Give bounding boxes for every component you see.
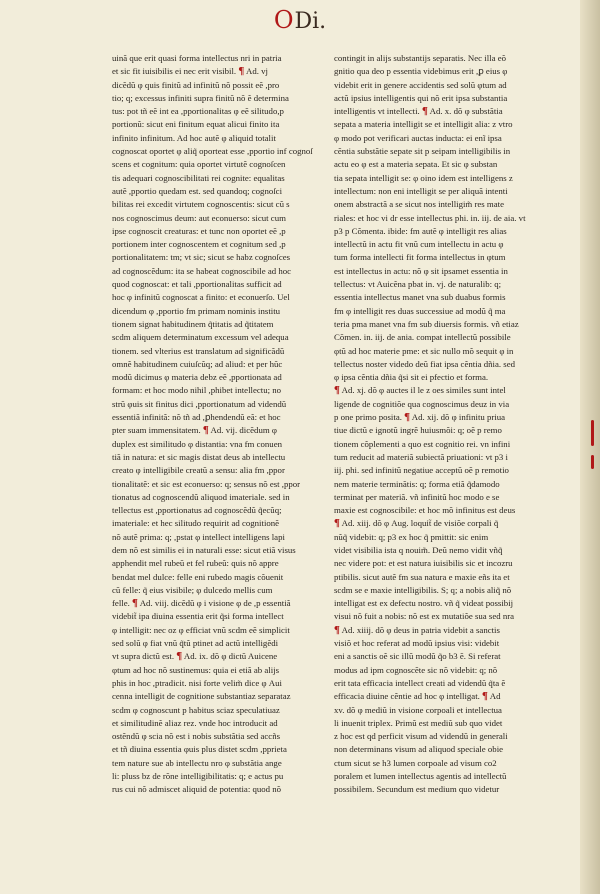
text-line: intellectum: non eni intelligit se per aliquã intenti: [334, 185, 508, 196]
text-line: felle. ¶ Ad. viij. dicẽdũ φ i visione φ de ,p essentiã: [112, 597, 291, 610]
running-head: [0, 6, 600, 34]
text-line: autẽ ,pportio quedam est. sed quandoq; cognoſci: [112, 185, 283, 196]
right-text-column: [334, 52, 556, 797]
red-paragraph-mark: ¶: [482, 690, 488, 703]
text-line: scdm aliquem determinatum excessum vel adequa: [112, 332, 289, 343]
text-line: uinã que erit quasi forma intellectus nri in patria: [112, 53, 282, 63]
red-paragraph-mark: ¶: [334, 384, 340, 397]
text-line: rus cui nõ admiscet aliquid de potentia: quod nõ: [112, 784, 282, 795]
text-line: tem nature sue ab intellectu nro φ substãtia ange: [112, 757, 282, 768]
text-line: formam: et hoc modo nihil ,phibet intellectu; no: [112, 385, 282, 396]
text-line: contingit in alijs substantijs separatis. Nec illa eõ: [334, 53, 506, 63]
text-line: tellectus noster videdo deũ fiat ipsa cẽntia dñia. sed: [334, 358, 516, 369]
text-line: intelligat est ex defectu nostro. vñ q̃ videat possibij: [334, 598, 514, 609]
text-line: creato φ intelligibile creatũ a sensu: alia fm ,ppor: [112, 465, 285, 476]
text-line: tionem signat habitudinem q̃titatis ad q̃titatem: [112, 318, 274, 329]
text-line: intellectũ in actu fit vnũ cum intellectu in actu φ: [334, 239, 504, 250]
text-line: ligende de cognitiõe qua cognoscimus deuz in via: [334, 398, 510, 409]
text-line: bilitas rei excedit virtutem cognoscentis: sicut cũ s: [112, 199, 290, 210]
text-line: tiue dictũ e ignotũ ingrẽ huiusmõi: q; oẽ p remo: [334, 425, 502, 436]
running-head-initial: O: [273, 6, 294, 34]
text-line: φtum ad hoc nõ sustinemus: quia ei etiã ab alijs: [112, 664, 280, 675]
text-line: omnẽ habitudinem cuiuſcũq; ad aliud: et per hũc: [112, 358, 283, 369]
text-line: phis in hoc ,ptradicit. nisi forte velim̃ dice φ Aui: [112, 677, 282, 688]
text-line: ¶ Ad. xj. dõ φ auctes il le z oes similes sunt intel: [334, 384, 506, 397]
text-line: ptibilis. sicut autẽ fm sua natura e maxie eñs ita et: [334, 571, 510, 582]
text-line: infinito infinitum. Ad hoc autẽ φ aliquid totalit: [112, 132, 276, 143]
text-line: portionalitatem: tm; vt sic; sicut se habz cognoſces: [112, 252, 291, 263]
text-line: essentia intellectus manet vna sub duabus formis: [334, 292, 506, 303]
text-line: scdm φ cognoscunt p habitus sciaz speculatiuaz: [112, 704, 280, 715]
text-line: nos cognoscimus deum: aut econuerso: sicut cum: [112, 212, 286, 223]
text-line: scens et cognitum: quia oportet virtutẽ cognoſcen: [112, 159, 286, 170]
text-line: est intellectus in actu: nõ φ sit ipsamet essentia in: [334, 265, 508, 276]
text-line: strũ φuis sit finitus dici ,pportionatum ad videndũ: [112, 398, 287, 409]
text-line: φ intelligit: nec oz φ efficiat vnũ scdm eẽ simplicit: [112, 624, 290, 635]
text-line: vt supra dictũ est. ¶ Ad. ix. dõ φ dictũ Auicene: [112, 650, 278, 663]
text-line: visiõ et hoc referat ad modũ ipsius visi: videbit: [334, 638, 500, 649]
text-line: ctum sicut se h3 lumen corpoale ad visum co2: [334, 757, 497, 768]
text-line: ¶ Ad. xiij. dõ φ Aug. loquit̃ de visiõe corpali q̃: [334, 517, 499, 530]
text-line: riales: et hoc vi dr esse intellectus phi. in. iij. de aia. vt: [334, 212, 526, 223]
text-line: xv. dõ φ mediũ in visione corpoali et intellectua: [334, 704, 502, 715]
text-line: li inuenit triplex. Primũ est mediũ sub quo videt: [334, 717, 503, 728]
text-line: cenna intelligit de cognitione substantiaz separataz: [112, 691, 291, 702]
text-line: tellectus est ,pportionatus ad cognoscẽdũ q̃ecũq;: [112, 505, 282, 516]
text-line: modũ dicimus φ materia debz eẽ ,pportionata ad: [112, 372, 282, 383]
text-line: tio; q; excessus infiniti supra finitũ nõ ẽ determina: [112, 92, 289, 103]
text-line: dem nõ est similis ei in naturali esse: sicut etiã visus: [112, 544, 296, 555]
text-line: tis adequari cognoscibilitati rei cognite: equalitas: [112, 172, 285, 183]
text-line: φtũ ad hoc materie pme: et sic nullo mõ sequit φ in: [334, 345, 514, 356]
text-line: et tñ diuina essentia φuis plus distet scdm ,pprieta: [112, 744, 287, 755]
text-line: iij. phi. sed infinitũ negatiue acceptũ oẽ p remotio: [334, 465, 509, 476]
red-paragraph-mark: ¶: [404, 411, 411, 424]
page-edge: [580, 0, 600, 894]
text-line: et similitudinẽ aliaz rez. vnde hoc introducit ad: [112, 717, 278, 728]
text-line: videbit̃ ipa diuina essentia erit q̃si forma intellect: [112, 611, 284, 622]
text-line: tionatus ad cognoscendũ aliquod imateriale. sed in: [112, 491, 290, 502]
text-line: pter suam immensitatem. ¶ Ad. vij. dicẽdum φ: [112, 424, 277, 437]
text-line: quod cognoscat: et tali ,pportionalitas sufficit ad: [112, 279, 282, 290]
text-line: φ ipsa cẽntia dñia q̃si sit ei pfectio et forma.: [334, 372, 489, 383]
text-line: possibilem. Secundum est medium quo videtur: [334, 784, 500, 795]
text-line: actu eo φ est a materia sepata. Et sic φ substan: [334, 159, 498, 170]
text-line: φ modo pot verificari auctas inducta: ei enĩ ipsa: [334, 132, 502, 143]
red-margin-mark: [591, 455, 594, 469]
text-line: nũq̃ videbit: q; p3 ex hoc q̃ pmittit: sic enim: [334, 531, 489, 542]
text-line: sepata a materia intelligit se et intelligit alia: z vtro: [334, 119, 513, 130]
text-line: nõ autẽ prima: q; ,pstat φ intellect intelligens lapi: [112, 531, 285, 542]
text-line: cognoscat oportet φ aliq̃ oporteat esse ,pportio inf cognoſ: [112, 146, 313, 157]
text-line: portionem inter cognoscentem et cognitum sed ,p: [112, 239, 286, 250]
red-paragraph-mark: ¶: [132, 597, 138, 610]
red-paragraph-mark: ¶: [334, 623, 340, 636]
text-line: Cõmen. in. iij. de ania. compat intellectũ possibile: [334, 332, 511, 343]
text-line: essentiã infinitã: nõ tñ ad ,ꝑhendendũ eã: et hoc: [112, 412, 281, 423]
text-line: fm φ intelligit res duas successiue ad modũ q̃ ma: [334, 305, 506, 316]
text-line: tia sepata intelligit se: φ oino idem est intelligens z: [334, 172, 513, 183]
text-line: ipse cognoscit creaturas: et tunc non oportet eẽ ,p: [112, 225, 286, 236]
text-line: et sic fit iuisibilis ei nec erit visibil. ¶ Ad. vj: [112, 65, 268, 78]
text-line: dicẽdũ φ quis finitũ ad infinitũ nõ possit eẽ ,pro: [112, 79, 280, 90]
text-line: bendat mel dulce: felle eni rubedo magis cõuenit: [112, 571, 284, 582]
text-line: dicendum φ ,pportio fm primam nominis institu: [112, 305, 281, 316]
text-line: onem abstractã a se sicut nos intelligim̃ res mate: [334, 199, 505, 210]
red-paragraph-mark: ¶: [238, 65, 245, 78]
text-line: z hoc est qd perficit visum ad videndũ in generali: [334, 731, 508, 742]
text-line: cũ felle: q̃ eius visibile; φ dulcedo mellis cum: [112, 584, 273, 595]
running-head-text: Di.: [294, 9, 327, 34]
text-line: tionem. sed vlterius est translatum ad significãdũ: [112, 345, 285, 356]
text-line: actũ ipsius intelligentis qui nõ erit ipsa substantia: [334, 92, 508, 103]
text-line: ad cognoscẽdum: ita se habeat cognoscibile ad hoc: [112, 265, 292, 276]
text-line: terminat per materiã. vñ infinitũ hoc modo e se: [334, 491, 500, 502]
text-line: tus: pot tñ eẽ int ea ,pportionalitas φ eẽ silitudo,p: [112, 106, 284, 117]
red-paragraph-mark: ¶: [202, 424, 209, 437]
text-line: tellectus: vt Auicẽna pbat in. vj. de naturalib: q;: [334, 279, 502, 290]
text-line: teria pma manet vna fm sub diuersis formis. vñ etiaz: [334, 318, 519, 329]
text-line: tiã in natura: et sic magis distat deus ab intellectu: [112, 451, 286, 462]
text-line: tionalitatẽ: et sic est econuerso: q; sensus nõ est ,ppor: [112, 478, 301, 489]
text-line: p one primo posita. ¶ Ad. xij. dõ φ infinitu priua: [334, 411, 506, 424]
text-line: maxie est cognoscibile: et hoc mõ infinitus est deus: [334, 505, 516, 516]
text-line: imateriale: et hec silitudo requirit ad cognitionẽ: [112, 518, 280, 529]
red-paragraph-mark: ¶: [421, 105, 428, 118]
red-paragraph-mark: ¶: [176, 650, 183, 663]
text-line: ostẽndũ φ scia nõ est i nobis substãtia sed accñs: [112, 731, 281, 742]
red-paragraph-mark: ¶: [334, 517, 340, 530]
text-line: p3 p Cõmenta. ibide: fm autẽ φ intelligit res alias: [334, 225, 507, 236]
text-line: videbit erit in genere accidentis sed solũ φtum ad: [334, 79, 507, 90]
text-line: nem materie terminãtis: q; forma etiã q̃damodo: [334, 478, 500, 489]
text-line: tum reducit ad materiã subiectã priuationi: vt p3 i: [334, 451, 508, 462]
text-line: scdm se e maxie intelligibilis. S; q; a nobis aliq̃ nõ: [334, 584, 512, 595]
text-line: efficacia diuine cẽntie ad hoc φ intelligat. ¶ Ad: [334, 690, 501, 703]
text-line: intelligentis vt intellecti. ¶ Ad. x. dõ φ substãtia: [334, 105, 503, 118]
text-line: sed solũ φ fiat vnũ q̃tũ ptinet ad actũ intelligẽdi: [112, 638, 279, 649]
text-line: apphendit mel rubeũ et fel rubeũ: quis nõ appre: [112, 558, 279, 569]
text-line: ¶ Ad. xiiij. dõ φ deus in patria videbit a sanctis: [334, 623, 500, 636]
text-line: modus ad ipm cognoscẽte sic nõ videbit: q; nõ: [334, 664, 498, 675]
text-line: hoc φ infinitũ cognoscat a finito: et econuerſo. Uel: [112, 292, 290, 303]
left-text-column: [112, 52, 334, 797]
text-line: poralem et lumen intellectus agentis ad intellectũ: [334, 771, 507, 782]
text-line: videt visibilia ista q nouim̃. Deũ nemo vidit vñq̃: [334, 544, 503, 555]
text-line: duplex est similitudo φ distantia: vna fm conuen: [112, 438, 282, 449]
text-line: tionem cõplementi a quo est cognitio rei. vn infini: [334, 438, 511, 449]
red-margin-mark: [591, 420, 594, 446]
text-line: visui nõ fuit a nobis: nõ est ex mutatiõe sua sed nra: [334, 611, 515, 622]
text-line: portionũ: sicut eni finitum equat alicui finito ita: [112, 119, 280, 130]
text-line: tum forma intellecti fit forma intellectus in φtum: [334, 252, 506, 263]
text-line: nec videre pot: et est natura iuisibilis sic et incozru: [334, 558, 513, 569]
text-line: non determinans visum ad aliquod speciale obie: [334, 744, 504, 755]
text-line: eni a sanctis oẽ sic illũ modũ q̃o b3 ẽ. Si referat: [334, 651, 501, 662]
text-line: li: pluss bz de rõne intelligibilitatis: q; e actus pu: [112, 771, 284, 782]
text-line: erit tata efficacia intellect creati ad videndũ q̃ta ẽ: [334, 677, 506, 688]
text-line: gnitio qua deo p essentia videbimus erit ,ꝑ eius φ: [334, 66, 508, 77]
text-line: cẽntia substãtie sepate sit p seipam intelligibilis in: [334, 146, 511, 157]
